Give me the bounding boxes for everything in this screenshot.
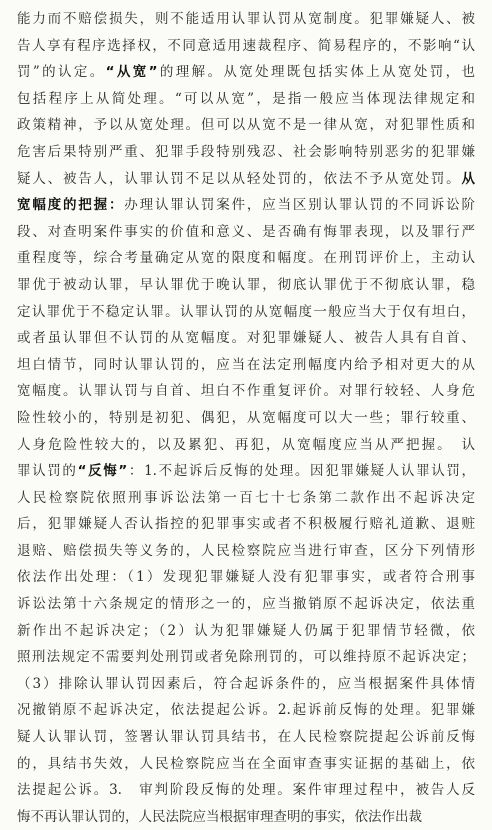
text-line: 依法作出处理：（1）发现犯罪嫌疑人没有犯罪事实，或者符合刑事	[17, 569, 475, 586]
text-segment: 罪认罚的	[17, 463, 78, 480]
text-line: 照刑法规定不需要判处刑罚或者免除刑罚的，可以维持原不起诉决定；	[17, 649, 475, 666]
text-line: 险性较小的，特别是初犯、偶犯，从宽幅度可以大一些；罪行较重、	[17, 409, 475, 426]
text-line: 定认罪优于不稳定认罪。认罪认罚的从宽幅度一般应当大于仅有坦白，	[17, 303, 475, 320]
text-line: 况撤销原不起诉决定，依法提起公诉。2.起诉前反悔的处理。犯罪嫌	[17, 702, 475, 719]
bold-heading-congkuan: “从宽”	[105, 64, 158, 81]
text-line: 诉讼法第十六条规定的情形之一的，应当撤销原不起诉决定，依法重	[17, 596, 475, 613]
text-line	[17, 192, 475, 219]
text-line: 疑人认罪认罚，签署认罪认罚具结书，在人民检察院提起公诉前反悔	[17, 729, 475, 746]
bold-heading-fudu-end: 宽幅度的把握：	[17, 197, 125, 214]
bold-heading-fanhui: “反悔”	[77, 463, 128, 480]
text-line: 后，犯罪嫌疑人否认指控的犯罪事实或者不积极履行赔礼道歉、退赃	[17, 516, 475, 533]
text-line: 人身危险性较大的，以及累犯、再犯，从宽幅度应当从严把握。 认	[17, 436, 475, 453]
text-line: 人民检察院依照刑事诉讼法第一百七十七条第二款作出不起诉决定	[17, 489, 475, 506]
text-line: 包括程序上从简处理。“可以从宽”，是指一般应当体现法律规定和	[17, 90, 475, 107]
text-line: 政策精神，予以从宽处理。但可以从宽不是一律从宽，对犯罪性质和	[17, 117, 475, 134]
text-line: 坦白情节，同时认罪认罚的，应当在法定刑幅度内给予相对更大的从	[17, 356, 475, 373]
text-line: 法提起公诉。3. 审判阶段反悔的处理。案件审理过程中，被告人反	[17, 782, 475, 799]
text-line	[17, 166, 475, 193]
text-line: 告人享有程序选择权，不同意适用速裁程序、简易程序的，不影响“认	[17, 37, 475, 54]
text-line	[17, 458, 475, 485]
text-line: 新作出不起诉决定；（2）认为犯罪嫌疑人仍属于犯罪情节轻微，依	[17, 622, 475, 639]
text-segment: ：1.不起诉后反悔的处理。因犯罪嫌疑人认罪认罚，	[127, 463, 475, 480]
text-line	[17, 59, 475, 86]
bold-heading-fudu-start: 从	[461, 170, 475, 187]
text-line: 危害后果特别严重、犯罪手段特别残忍、社会影响特别恶劣的犯罪嫌	[17, 143, 475, 160]
text-segment: 罚”的认定。	[17, 64, 106, 81]
text-line: （3）排除认罪认罚因素后，符合起诉条件的，应当根据案件具体情	[17, 675, 475, 692]
text-line: 悔不再认罪认罚的，人民法院应当根据审理查明的事实，依法作出裁	[17, 808, 422, 825]
text-line: 段、对查明案件事实的价值和意义、是否确有悔罪表现，以及罪行严	[17, 223, 475, 240]
text-line: 或者虽认罪但不认罚的从宽幅度。对犯罪嫌疑人、被告人具有自首、	[17, 330, 475, 347]
text-line: 重程度等，综合考量确定从宽的限度和幅度。在刑罚评价上，主动认	[17, 250, 475, 267]
text-line: 罪优于被动认罪，早认罪优于晚认罪，彻底认罪优于不彻底认罪，稳	[17, 276, 475, 293]
text-line: 的，具结书失效，人民检察院应当在全面审查事实证据的基础上，依	[17, 755, 475, 772]
text-segment: 疑人、被告人，认罪认罚不足以从轻处罚的，依法不予从宽处罚。	[17, 170, 462, 187]
text-line: 能力而不赔偿损失，则不能适用认罪认罚从宽制度。犯罪嫌疑人、被	[17, 11, 475, 27]
text-line: 退赔、赔偿损失等义务的，人民检察院应当进行审查，区分下列情形	[17, 542, 475, 559]
text-line: 宽幅度。认罪认罚与自首、坦白不作重复评价。对罪行较轻、人身危	[17, 383, 475, 400]
text-segment: 办理认罪认罚案件，应当区别认罪认罚的不同诉讼阶	[124, 197, 475, 214]
text-segment: 的理解。从宽处理既包括实体上从宽处罚，也	[157, 64, 475, 81]
